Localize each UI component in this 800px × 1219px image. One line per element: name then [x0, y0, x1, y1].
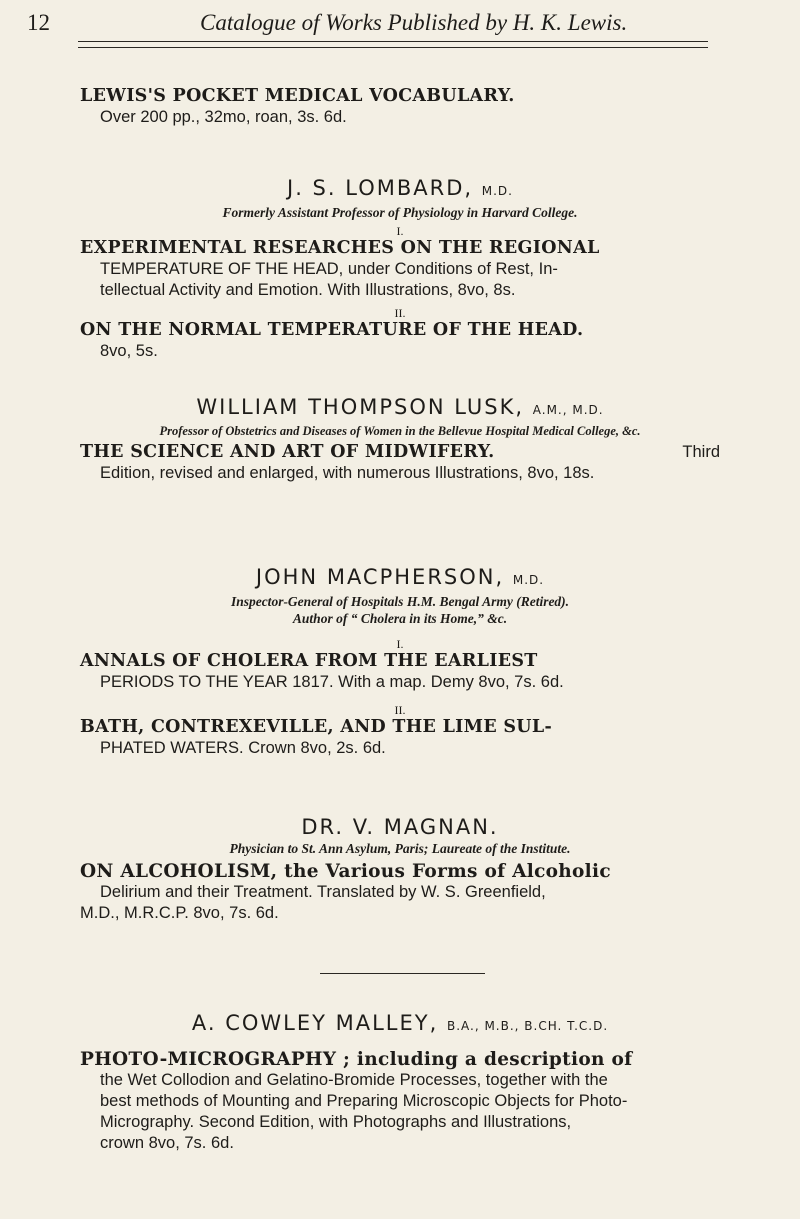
book-title: EXPERIMENTAL RESEARCHES ON THE REGIONAL [80, 238, 600, 258]
lombard-section [80, 175, 720, 362]
book-title: LEWIS'S POCKET MEDICAL VOCABULARY. [80, 86, 515, 106]
author-name: J. S. LOMBARD, M.D. [287, 176, 513, 200]
book-details-line: best methods of Mounting and Preparing Microscopic Objects for Photo- [100, 1092, 628, 1110]
author-name: DR. V. MAGNAN. [301, 815, 499, 839]
author-name: A. COWLEY MALLEY, B.A., M.B., B.CH. T.C.D. [191, 1011, 609, 1035]
work-numeral: I. [396, 637, 404, 651]
lusk-section [80, 394, 720, 484]
work-numeral: II. [394, 306, 406, 320]
book-edition: Third [682, 443, 720, 461]
book-details-line: M.D., M.R.C.P. 8vo, 7s. 6d. [80, 904, 279, 922]
book-title: BATH, CONTREXEVILLE, AND THE LIME SUL- [80, 717, 553, 737]
section-divider [320, 973, 485, 974]
page-number: 12 [27, 10, 50, 35]
book-details-line: the Wet Collodion and Gelatino-Bromide Processes, together with the [100, 1071, 608, 1089]
book-details-line: crown 8vo, 7s. 6d. [100, 1134, 234, 1152]
book-details-line: 8vo, 5s. [100, 342, 158, 360]
author-name: WILLIAM THOMPSON LUSK, A.M., M.D. [196, 395, 604, 419]
author-description: Formerly Assistant Professor of Physiology in Harvard College. [222, 205, 578, 220]
macpherson-section [80, 564, 720, 759]
book-details-line: TEMPERATURE OF THE HEAD, under Conditions of Rest, In- [100, 260, 558, 278]
book-details-line: Edition, revised and enlarged, with numerous Illustrations, 8vo, 18s. [100, 464, 595, 482]
work-numeral: II. [394, 703, 406, 717]
vocabulary-entry [80, 86, 720, 128]
book-details-line: Micrography. Second Edition, with Photographs and Illustrations, [100, 1113, 572, 1131]
book-title: ON THE NORMAL TEMPERATURE OF THE HEAD. [80, 320, 584, 340]
book-details: Over 200 pp., 32mo, roan, 3s. 6d. [100, 108, 347, 126]
author-description: Professor of Obstetrics and Diseases of Women in the Bellevue Hospital Medical College, &c. [159, 424, 641, 438]
author-description: Author of “ Cholera in its Home,” &c. [292, 611, 508, 626]
magnan-section [80, 814, 720, 924]
page-header [0, 4, 800, 40]
book-details-line: Delirium and their Treatment. Translated by W. S. Greenfield, [100, 883, 546, 901]
author-name: JOHN MACPHERSON, M.D. [255, 565, 545, 589]
work-numeral: I. [396, 224, 404, 238]
running-title: Catalogue of Works Published by H. K. Lewis. [200, 10, 628, 35]
book-details-line: tellectual Activity and Emotion. With Illustrations, 8vo, 8s. [100, 281, 516, 299]
book-title: THE SCIENCE AND ART OF MIDWIFERY. [80, 442, 495, 462]
book-title: ANNALS OF CHOLERA FROM THE EARLIEST [80, 651, 538, 671]
book-title: ON ALCOHOLISM, the Various Forms of Alcoholic [80, 861, 611, 882]
author-description: Inspector-General of Hospitals H.M. Bengal Army (Retired). [230, 594, 570, 609]
book-details-line: PHATED WATERS. Crown 8vo, 2s. 6d. [100, 739, 386, 757]
book-title-row [80, 442, 720, 463]
malley-section [80, 1010, 720, 1154]
book-title: PHOTO-MICROGRAPHY ; including a description of [80, 1049, 633, 1070]
header-rule [78, 41, 708, 48]
book-details-line: PERIODS TO THE YEAR 1817. With a map. Demy 8vo, 7s. 6d. [100, 673, 564, 691]
author-description: Physician to St. Ann Asylum, Paris; Laureate of the Institute. [229, 841, 571, 856]
